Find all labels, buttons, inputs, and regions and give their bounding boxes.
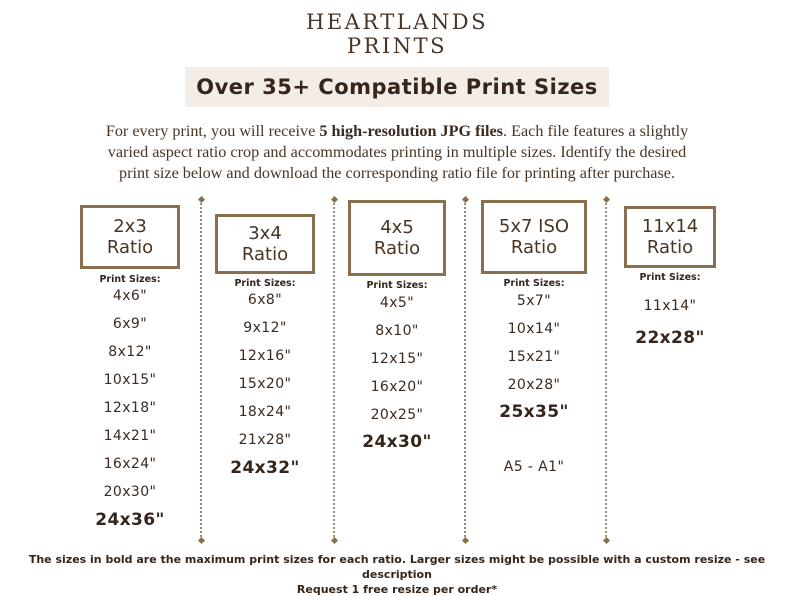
brand-logo: [0, 10, 794, 58]
brand-line-2: PRINTS: [346, 34, 447, 58]
footer-line-2: Request 1 free resize per order*: [296, 583, 498, 596]
size-item: 12x16": [238, 348, 292, 364]
size-item: 14x21": [103, 428, 157, 444]
size-item: 12x18": [103, 400, 157, 416]
ratio-box: [624, 206, 716, 268]
max-size-item: 25x35": [499, 402, 569, 422]
ratio-word: Ratio: [241, 244, 289, 265]
size-item: 9x12": [243, 320, 287, 336]
ratio-name: 4x5: [380, 217, 414, 238]
print-sizes-label: Print Sizes:: [234, 278, 296, 289]
column-divider: [605, 200, 607, 540]
banner-title: Over 35+ Compatible Print Sizes: [196, 75, 598, 99]
size-item: 11x14": [643, 298, 697, 314]
ratio-name: 5x7 ISO: [498, 216, 570, 237]
size-item: 4x6": [112, 288, 148, 304]
size-item: 12x15": [370, 351, 424, 367]
ratio-box: [215, 214, 315, 274]
size-item: 8x12": [108, 344, 152, 360]
ratio-box: [80, 205, 180, 269]
ratio-word: Ratio: [373, 238, 421, 259]
print-sizes-label: Print Sizes:: [99, 274, 161, 285]
size-item: 20x25": [370, 407, 424, 423]
intro-paragraph: [50, 121, 744, 184]
intro-line-2: varied aspect ratio crop and accommodates printing in multiple sizes. Identify the desired: [107, 143, 687, 161]
print-sizes-label: Print Sizes:: [503, 278, 565, 289]
ratio-word: Ratio: [510, 237, 558, 258]
size-item: 18x24": [238, 404, 292, 420]
size-item: 6x9": [112, 316, 148, 332]
size-item: 20x30": [103, 484, 157, 500]
ratio-name: 11x14: [641, 216, 699, 237]
brand-line-1: HEARTLANDS: [306, 10, 488, 34]
size-item: 21x28": [238, 432, 292, 448]
max-size-item: 24x32": [230, 458, 300, 478]
intro-line-1: [50, 121, 744, 142]
iso-size-range: A5 - A1": [503, 459, 565, 475]
intro-line-1-a: For every print, you will receive: [105, 122, 320, 140]
column-divider: [464, 200, 466, 540]
column-divider: [333, 200, 335, 540]
column-divider: [200, 200, 202, 540]
ratio-box: [481, 200, 587, 274]
intro-line-3: print size below and download the corresponding ratio file for printing after purchase.: [118, 164, 676, 182]
ratio-name: 2x3: [113, 216, 147, 237]
size-item: 15x21": [507, 349, 561, 365]
size-item: 6x8": [247, 292, 283, 308]
ratio-word: Ratio: [646, 237, 694, 258]
size-item: 20x28": [507, 377, 561, 393]
size-item: 15x20": [238, 376, 292, 392]
intro-line-1-c: . Each file features a slightly: [502, 122, 689, 140]
size-item: 8x10": [375, 323, 419, 339]
max-size-item: 22x28": [635, 328, 705, 348]
size-item: 16x20": [370, 379, 424, 395]
max-size-item: 24x36": [95, 510, 165, 530]
ratio-box: [348, 200, 446, 276]
ratio-word: Ratio: [106, 237, 154, 258]
size-item: 4x5": [379, 295, 415, 311]
print-sizes-label: Print Sizes:: [639, 272, 701, 283]
footer-line-1: The sizes in bold are the maximum print sizes for each ratio. Larger sizes might be possible with a custom resize - see description: [28, 553, 766, 581]
max-size-item: 24x30": [362, 432, 432, 452]
print-sizes-label: Print Sizes:: [366, 280, 428, 291]
size-item: 10x14": [507, 321, 561, 337]
ratio-name: 3x4: [248, 223, 282, 244]
title-banner: [185, 67, 609, 107]
intro-line-1-bold: 5 high-resolution JPG files: [319, 122, 503, 140]
size-item: 16x24": [103, 456, 157, 472]
size-item: 10x15": [103, 372, 157, 388]
footer-note: [0, 552, 794, 596]
size-item: 5x7": [516, 293, 552, 309]
